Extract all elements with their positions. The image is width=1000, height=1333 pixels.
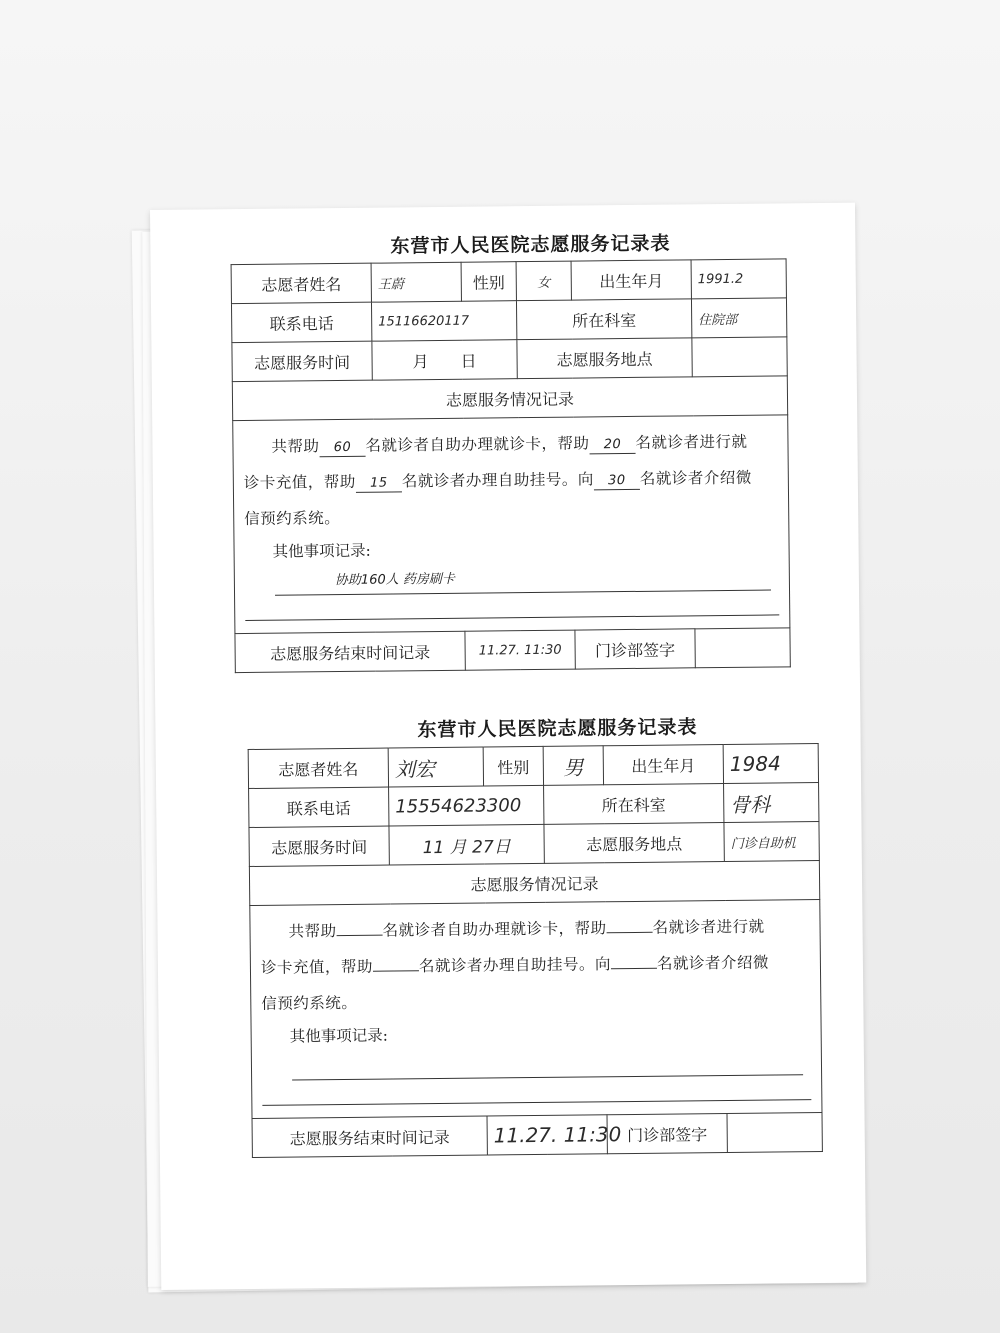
form-2-birth-value[interactable]: 1984 — [723, 744, 818, 784]
form-1-text-5: 名就诊者办理自助挂号。向 — [401, 470, 594, 491]
form-2-signature-label: 门诊部签字 — [607, 1114, 727, 1154]
form-1-record-paragraph — [243, 423, 777, 465]
form-1-service-time-value[interactable]: 月 日 — [372, 340, 517, 381]
form-1-title: 东营市人民医院志愿服务记录表 — [390, 232, 671, 258]
form-1-name-label: 志愿者姓名 — [231, 263, 371, 303]
form-2-blank-topup[interactable] — [607, 932, 653, 933]
form-1-record-line-2 — [244, 459, 778, 501]
form-1-text-3: 名就诊者进行就 — [635, 432, 748, 452]
form-2-row-name — [248, 744, 818, 789]
form-2-service-place-value[interactable]: 门诊自助机 — [724, 822, 819, 862]
form-1-other-label: 其他事项记录: — [272, 541, 371, 561]
form-2-phone-label: 联系电话 — [249, 787, 389, 827]
form-2-service-time-label: 志愿服务时间 — [249, 826, 389, 866]
form-2-name-label: 志愿者姓名 — [248, 748, 388, 788]
form-2-other-label: 其他事项记录: — [289, 1026, 388, 1046]
form-2-phone-value[interactable]: 15554623300 — [389, 785, 544, 826]
form-2-signature-value[interactable] — [727, 1113, 822, 1153]
form-1-birth-value[interactable]: 1991.2 — [691, 259, 786, 299]
form-2-text-6: 名就诊者介绍微 — [656, 953, 770, 973]
form-2-table — [248, 743, 823, 1158]
form-2-row-time — [249, 822, 819, 867]
form-1-blank-topup[interactable]: 20 — [589, 437, 635, 454]
form-2-blank-cards[interactable] — [337, 935, 383, 936]
form-1-row-section — [232, 376, 787, 421]
form-2-section-header: 志愿服务情况记录 — [249, 861, 819, 906]
form-2-text-1: 共帮助 — [288, 922, 337, 941]
form-1-other-line-2[interactable] — [245, 594, 779, 621]
form-2-row-phone — [249, 783, 819, 828]
form-1-signature-value[interactable] — [695, 628, 790, 668]
form-1-phone-label: 联系电话 — [231, 302, 371, 342]
form-2-service-time-value[interactable]: 11 月 27日 — [389, 824, 544, 865]
form-1-text-6: 名就诊者介绍微 — [639, 468, 752, 488]
form-1-gender-value[interactable]: 女 — [516, 261, 571, 301]
form-2-gender-label: 性别 — [483, 746, 543, 786]
form-1-end-time-label: 志愿服务结束时间记录 — [235, 631, 465, 672]
form-1-record-line-3: 信预约系统。 — [244, 509, 341, 529]
form-1-end-time-value[interactable]: 11.27. 11:30 — [465, 630, 575, 670]
form-1-text-2: 名就诊者自助办理就诊卡，帮助 — [365, 434, 590, 455]
form-2-other-line[interactable] — [292, 1046, 803, 1080]
form-2-end-time-label: 志愿服务结束时间记录 — [252, 1116, 487, 1157]
form-2-department-label: 所在科室 — [544, 784, 724, 825]
form-1-other-note: 协助160人 药房刷卡 — [334, 571, 455, 589]
form-2-text-2: 名就诊者自助办理就诊卡，帮助 — [382, 919, 607, 940]
form-2-other-note — [292, 1058, 352, 1074]
form-1-table — [231, 258, 791, 673]
form-1-row-phone — [231, 298, 786, 343]
form-1-service-place-value[interactable] — [692, 337, 787, 377]
form-1-row-name — [231, 259, 786, 304]
form-1-row-body — [233, 415, 790, 634]
form-1-blank-register[interactable]: 15 — [356, 475, 402, 492]
form-1-section-header: 志愿服务情况记录 — [232, 376, 787, 421]
form-1-text-4: 诊卡充值，帮助 — [243, 472, 356, 493]
form-1-blank-cards[interactable]: 60 — [319, 440, 365, 457]
form-1-row-time — [232, 337, 787, 382]
form-1-text-1: 共帮助 — [271, 437, 320, 456]
form-2-gender-value[interactable]: 男 — [543, 746, 603, 786]
form-1-name-value[interactable]: 王蔚 — [371, 262, 461, 302]
form-2-other-line-2[interactable] — [262, 1079, 811, 1106]
form-2-record-line-2 — [261, 944, 810, 986]
form-1-record-body — [233, 415, 790, 634]
form-2-text-3: 名就诊者进行就 — [652, 917, 765, 937]
form-1-blank-wechat[interactable]: 30 — [594, 473, 640, 490]
form-1-phone-value[interactable]: 15116620117 — [371, 301, 516, 342]
form-1-service-time-label: 志愿服务时间 — [232, 341, 372, 381]
form-1-row-end — [235, 628, 790, 673]
form-1-department-value[interactable]: 住院部 — [691, 298, 786, 338]
form-2-department-value[interactable]: 骨科 — [724, 783, 819, 823]
form-2-row-section — [249, 861, 819, 906]
form-1-other-line[interactable] — [275, 562, 771, 596]
form-2-blank-register[interactable] — [373, 970, 419, 971]
form-1-birth-label: 出生年月 — [571, 260, 691, 300]
form-2-service-place-label: 志愿服务地点 — [544, 823, 724, 864]
form-2-blank-wechat[interactable] — [611, 968, 657, 969]
form-1-service-place-label: 志愿服务地点 — [517, 338, 692, 379]
form-2-row-body — [250, 900, 822, 1119]
form-2-row-end — [252, 1113, 822, 1158]
form-1-gender-label: 性别 — [461, 262, 516, 302]
paper-sheet — [150, 203, 866, 1290]
form-2-end-time-value[interactable]: 11.27. 11:30 — [487, 1115, 607, 1155]
form-2-text-5: 名就诊者办理自助挂号。向 — [418, 955, 612, 976]
form-2-record-paragraph — [260, 908, 809, 950]
form-1-signature-label: 门诊部签字 — [575, 629, 695, 669]
form-1-department-label: 所在科室 — [516, 299, 691, 340]
form-2-birth-label: 出生年月 — [603, 745, 723, 785]
form-2-text-4: 诊卡充值，帮助 — [260, 957, 374, 977]
form-2-name-value[interactable]: 刘宏 — [388, 747, 483, 787]
form-2-title: 东营市人民医院志愿服务记录表 — [417, 716, 698, 742]
form-2-record-body — [250, 900, 822, 1119]
form-2-record-line-3: 信预约系统。 — [261, 993, 358, 1013]
